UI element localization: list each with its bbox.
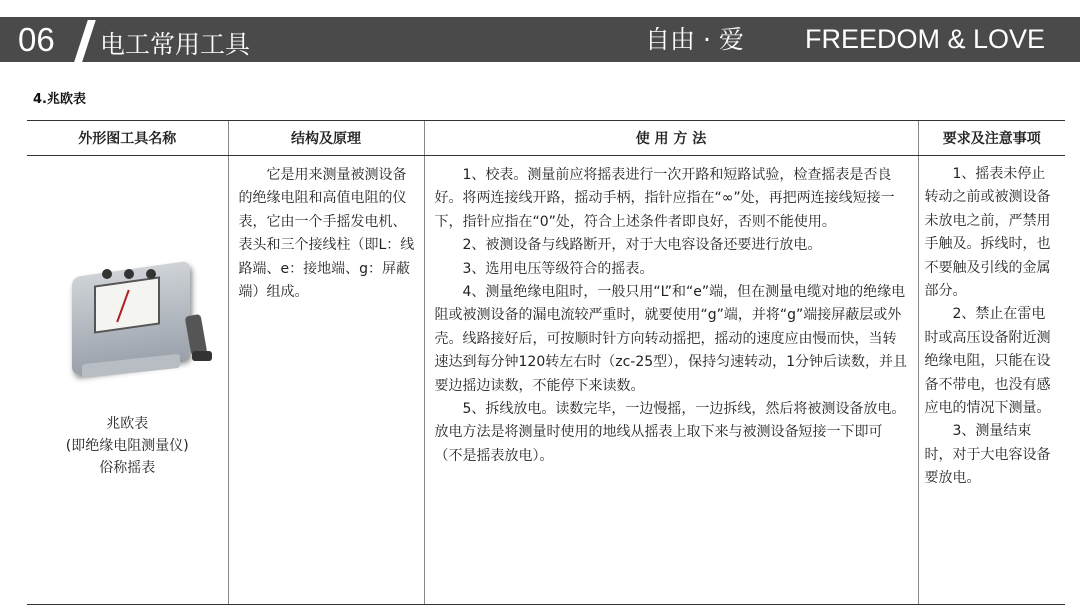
column-header: 外形图工具名称 bbox=[27, 121, 228, 156]
motto-english: FREEDOM & LOVE bbox=[805, 24, 1046, 54]
column-header: 使 用 方 法 bbox=[424, 121, 918, 156]
principle-text: 它是用来测量被测设备的绝缘电阻和高值电阻的仪表，它由一个手摇发电机、表头和三个接线柱（即L：线路端、e：接地端、g：屏蔽端）组成。 bbox=[238, 167, 415, 301]
chapter-number: 06 bbox=[18, 21, 55, 58]
tool-name: 兆欧表 bbox=[106, 416, 149, 432]
note-item: 1、摇表未停止转动之前或被测设备未放电之前，严禁用手触及。拆线时，也不要触及引线的金属部分。 bbox=[924, 166, 1051, 300]
column-header: 要求及注意事项 bbox=[918, 121, 1065, 156]
usage-item: 2、被测设备与线路断开，对于大电容设备还要进行放电。 bbox=[462, 237, 822, 254]
tool-alias: (即绝缘电阻测量仪) bbox=[65, 438, 189, 454]
chapter-title: 电工常用工具 bbox=[100, 30, 251, 59]
usage-item: 1、校表。测量前应将摇表进行一次开路和短路试验，检查摇表是否良好。将两连接线开路，摇动手柄，指针应指在“∞”处，再把两连接线短接一下，指针应指在“0”处，符合上述条件者即良好，否则不能使用。 bbox=[434, 167, 895, 230]
tool-table bbox=[27, 120, 1065, 605]
usage-item: 4、测量绝缘电阻时，一般只用“L”和“e”端，但在测量电缆对地的绝缘电阻或被测设备的漏电流较严重时，就要使用“g”端，并将“g”端接屏蔽层或外壳。线路接好后，可按顺时针方向转动摇把，摇动的速度应由慢而快，当转速达到每分钟120转左右时（zc-25型），保持匀速转动，1分钟后读数，并且要边摇边读数，不能停下来读数。 bbox=[434, 284, 908, 394]
principle-cell bbox=[228, 156, 424, 605]
usage-item: 5、拆线放电。读数完毕，一边慢摇，一边拆线，然后将被测设备放电。放电方法是将测量时使用的地线从摇表上取下来与被测设备短接一下即可（不是摇表放电）。 bbox=[434, 401, 906, 464]
section-title: 4.兆欧表 bbox=[33, 92, 86, 107]
note-item: 3、测量结束时，对于大电容设备要放电。 bbox=[924, 423, 1051, 487]
tool-cell bbox=[27, 156, 228, 605]
motto: 自由 · 爱 bbox=[645, 25, 744, 54]
table-row bbox=[27, 156, 1065, 605]
note-item: 2、禁止在雷电时或高压设备附近测绝缘电阻，只能在设备不带电，也没有感应电的情况下测量。 bbox=[924, 306, 1051, 417]
slash-divider bbox=[72, 20, 96, 68]
column-header: 结构及原理 bbox=[228, 121, 424, 156]
usage-item: 3、选用电压等级符合的摇表。 bbox=[462, 260, 654, 277]
notes-cell bbox=[918, 156, 1065, 605]
tool-common-name: 俗称摇表 bbox=[99, 460, 156, 476]
usage-cell bbox=[424, 156, 918, 605]
megohmmeter-icon bbox=[42, 241, 212, 391]
header-bar bbox=[0, 17, 1080, 62]
table-header-row bbox=[27, 121, 1065, 156]
